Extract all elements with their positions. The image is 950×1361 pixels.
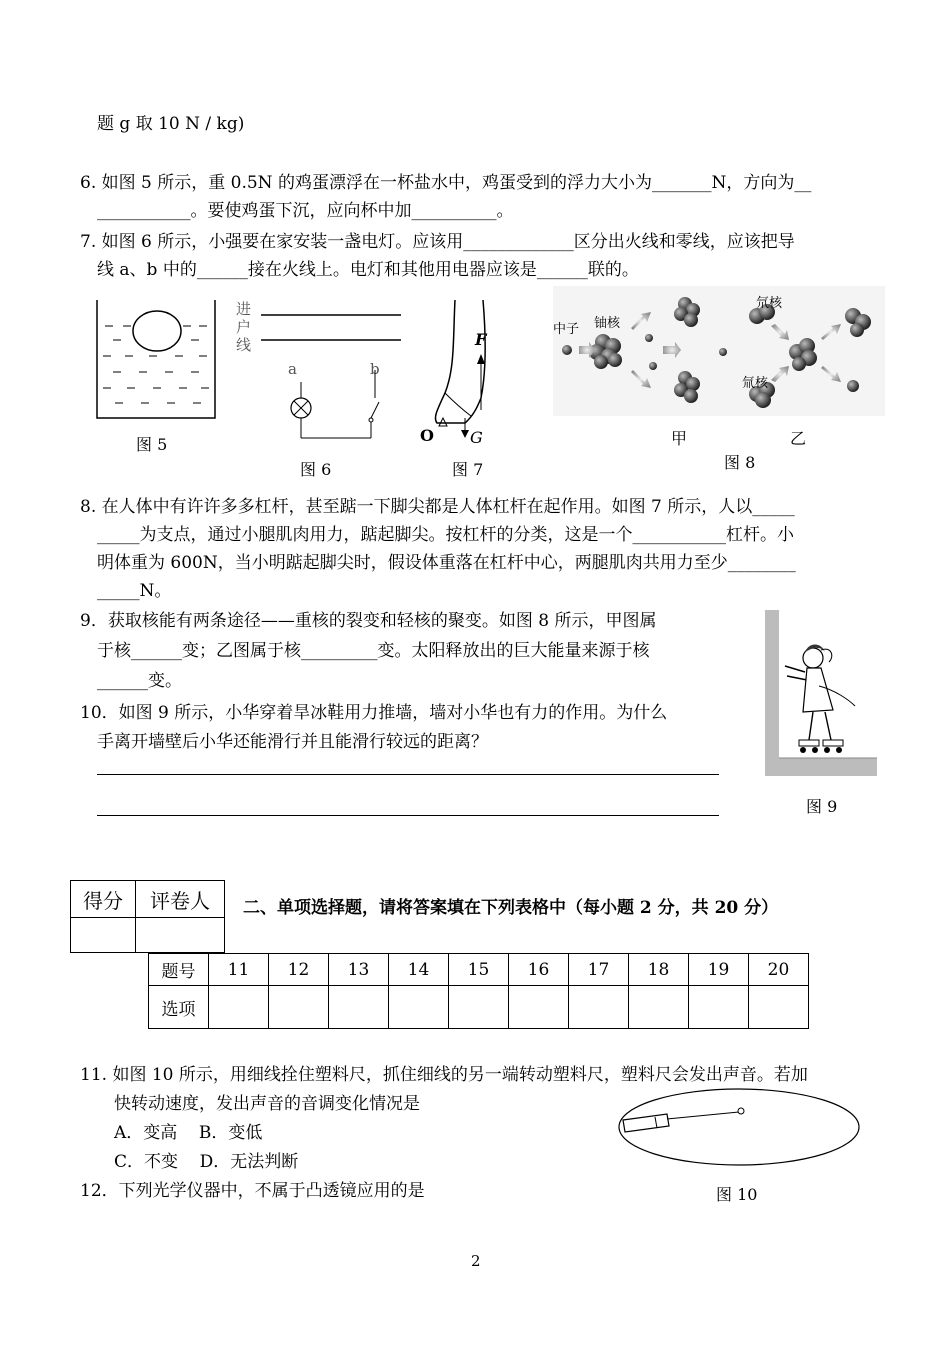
question-10-line1: 10．如图 9 所示，小华穿着旱冰鞋用力推墙，墙对小华也有力的作用。为什么: [80, 703, 668, 723]
answer-line: [97, 774, 719, 775]
question-12: 12．下列光学仪器中，不属于凸透镜应用的是: [80, 1181, 425, 1201]
row-label-number: 题号: [149, 954, 209, 986]
question-9-line2: 于核______变；乙图属于核_________变。太阳释放出的巨大能量来源于核: [97, 641, 650, 661]
answer-cell[interactable]: [389, 986, 449, 1029]
question-11-line2: 快转动速度，发出声音的音调变化情况是: [114, 1094, 420, 1114]
figure-6-label-b: b: [370, 360, 380, 378]
answer-table: [148, 953, 809, 1029]
figure-9-skater-wall: [765, 610, 877, 778]
question-8-line3: 明体重为 600N，当小明踮起脚尖时，假设体重落在杠杆中心，两腿肌肉共用力至少________: [97, 553, 796, 573]
figure-8-label-neutron: 中子: [553, 322, 580, 337]
question-9-line1: 9．获取核能有两条途径——重核的裂变和轻核的聚变。如图 8 所示，甲图属: [80, 611, 657, 631]
question-number-cell: 18: [629, 954, 689, 986]
answer-cell[interactable]: [749, 986, 809, 1029]
figure-5-caption: 图 5: [136, 435, 168, 454]
question-8-line1: 8. 在人体中有许许多多杠杆，甚至踮一下脚尖都是人体杠杆在起作用。如图 7 所示，人以_____: [80, 497, 795, 517]
figure-6-label-a: a: [288, 360, 297, 378]
figure-6-circuit: [255, 310, 405, 445]
figure-8-label-deuterium: 氘核: [756, 296, 783, 311]
question-11-line1: 11. 如图 10 所示，用细线拴住塑料尺，抓住细线的另一端转动塑料尺，塑料尺会发出声音。若加: [80, 1065, 808, 1085]
answer-cell[interactable]: [689, 986, 749, 1029]
question-number-cell: 20: [749, 954, 809, 986]
figure-7-label-F: F: [475, 330, 487, 349]
question-number-cell: 16: [509, 954, 569, 986]
question-6-line2: ___________。要使鸡蛋下沉，应向杯中加__________。: [97, 201, 514, 221]
figure-6-label-in1: 进: [236, 300, 252, 318]
section-2-title: 二、单项选择题，请将答案填在下列表格中（每小题 2 分，共 20 分）: [243, 898, 779, 918]
figure-8-label-jia: 甲: [671, 429, 688, 448]
figure-6-caption: 图 6: [300, 460, 332, 479]
answer-cell[interactable]: [269, 986, 329, 1029]
figure-7-label-O: O: [420, 426, 434, 445]
figure-7-foot-lever: [425, 298, 505, 438]
question-10-line2: 手离开墙壁后小华还能滑行并且能滑行较远的距离？: [97, 732, 488, 752]
question-9-line3: ______变。: [97, 671, 182, 691]
text-line: 题 g 取 10 N / kg): [97, 114, 245, 134]
grader-cell[interactable]: [136, 918, 225, 953]
figure-8-label-tritium: 氚核: [742, 376, 769, 391]
question-6-line1: 6. 如图 5 所示，重 0.5N 的鸡蛋漂浮在一杯盐水中，鸡蛋受到的浮力大小为_______N，方向为__: [80, 173, 812, 193]
question-8-line2: _____为支点，通过小腿肌肉用力，踮起脚尖。按杠杆的分类，这是一个___________杠杆。小: [97, 525, 794, 545]
question-number-cell: 13: [329, 954, 389, 986]
answer-cell[interactable]: [569, 986, 629, 1029]
figure-6-label-in2: 户: [236, 318, 252, 336]
question-number-cell: 17: [569, 954, 629, 986]
question-7-line1: 7. 如图 6 所示，小强要在家安装一盏电灯。应该用_____________区分出火线和零线，应该把导: [80, 232, 795, 252]
figure-7-caption: 图 7: [452, 460, 484, 479]
question-11-options-ab: A．变高 B．变低: [114, 1123, 263, 1143]
score-box: [70, 880, 225, 953]
score-cell[interactable]: [71, 918, 136, 953]
figure-9-caption: 图 9: [806, 797, 838, 816]
question-number-cell: 19: [689, 954, 749, 986]
figure-8-caption: 图 8: [724, 453, 756, 472]
figure-8-label-yi: 乙: [790, 429, 807, 448]
figure-8-nuclear: [553, 286, 885, 416]
answer-cell[interactable]: [629, 986, 689, 1029]
answer-cell[interactable]: [329, 986, 389, 1029]
grader-label: 评卷人: [136, 881, 225, 918]
question-number-cell: 15: [449, 954, 509, 986]
question-number-cell: 12: [269, 954, 329, 986]
question-8-line4: _____N。: [97, 581, 172, 601]
question-number-cell: 14: [389, 954, 449, 986]
question-number-cell: 11: [209, 954, 269, 986]
answer-cell[interactable]: [209, 986, 269, 1029]
figure-10-caption: 图 10: [716, 1185, 758, 1204]
page-number: 2: [471, 1252, 481, 1270]
figure-6-label-in3: 线: [236, 336, 252, 354]
figure-5-beaker: [95, 298, 220, 423]
question-11-options-cd: C．不变 D．无法判断: [114, 1152, 299, 1172]
answer-cell[interactable]: [449, 986, 509, 1029]
answer-line: [97, 815, 719, 816]
figure-8-label-uranium: 铀核: [594, 316, 621, 331]
figure-10-ruler-orbit: [617, 1086, 861, 1168]
row-label-answer: 选项: [149, 986, 209, 1029]
answer-cell[interactable]: [509, 986, 569, 1029]
question-7-line2: 线 a、b 中的______接在火线上。电灯和其他用电器应该是______联的。: [97, 260, 639, 280]
figure-7-label-G: G: [470, 428, 483, 447]
score-label: 得分: [71, 881, 136, 918]
